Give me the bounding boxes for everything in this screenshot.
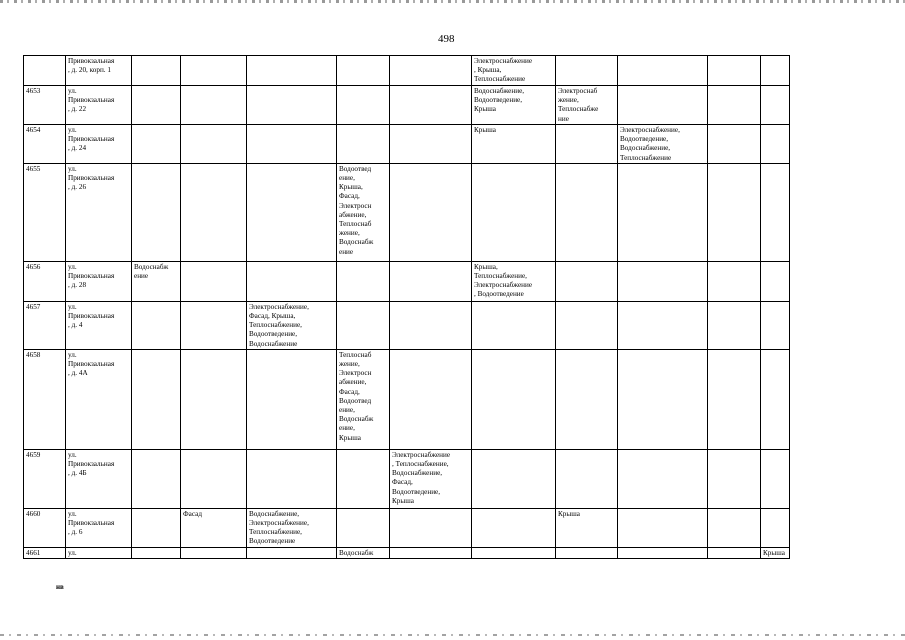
works-cell (761, 349, 790, 449)
address-cell: ул. Привокзальная , д. 4 (66, 301, 132, 349)
works-cell (761, 508, 790, 547)
works-cell (761, 86, 790, 125)
works-cell (472, 547, 556, 558)
scan-top-edge (0, 0, 905, 3)
works-cell (556, 349, 618, 449)
works-cell (181, 86, 247, 125)
works-cell (556, 163, 618, 261)
works-cell (618, 508, 708, 547)
works-cell (618, 56, 708, 86)
table-row (24, 163, 790, 261)
table-body (24, 56, 790, 559)
footnote: нв (56, 583, 64, 591)
table-row (24, 261, 790, 301)
table-row (24, 508, 790, 547)
works-cell (708, 125, 761, 164)
works-cell (132, 163, 181, 261)
table-row (24, 86, 790, 125)
works-cell (337, 508, 390, 547)
works-cell (708, 449, 761, 508)
works-cell: Электроснабжение, Фасад, Крыша, Теплоснабжение, Водоотведение, Водоснабжение (247, 301, 337, 349)
works-cell: Электроснабжение, Водоотведение, Водоснабжение, Теплоснабжение (618, 125, 708, 164)
works-cell (708, 301, 761, 349)
schedule-table (23, 55, 790, 559)
row-number-cell (24, 56, 66, 86)
works-cell (337, 261, 390, 301)
works-cell (390, 301, 472, 349)
works-cell: Водоснабж (337, 547, 390, 558)
address-cell: ул. Привокзальная , д. 6 (66, 508, 132, 547)
works-cell: Электроснабжение , Теплоснабжение, Водоснабжение, Фасад, Водоотведение, Крыша (390, 449, 472, 508)
works-cell (390, 508, 472, 547)
works-cell (708, 261, 761, 301)
works-cell: Водоснабжение, Электроснабжение, Теплоснабжение, Водоотведение (247, 508, 337, 547)
row-number-cell: 4654 (24, 125, 66, 164)
works-cell (247, 86, 337, 125)
works-cell (708, 163, 761, 261)
works-cell (472, 163, 556, 261)
works-cell: Электроснаб жение, Теплоснабже ние (556, 86, 618, 125)
works-cell (181, 547, 247, 558)
schedule-table-wrapper (23, 55, 790, 559)
works-cell (556, 56, 618, 86)
works-cell: Электроснабжение , Крыша, Теплоснабжение (472, 56, 556, 86)
row-number-cell: 4660 (24, 508, 66, 547)
table-row (24, 449, 790, 508)
works-cell (181, 125, 247, 164)
works-cell (556, 125, 618, 164)
works-cell: Крыша, Теплоснабжение, Электроснабжение , Водоотведение (472, 261, 556, 301)
works-cell (390, 261, 472, 301)
works-cell: Водоснабжение, Водоотведение, Крыша (472, 86, 556, 125)
works-cell: Крыша (556, 508, 618, 547)
works-cell (472, 349, 556, 449)
works-cell: Крыша (761, 547, 790, 558)
works-cell (618, 163, 708, 261)
row-number-cell: 4658 (24, 349, 66, 449)
works-cell (761, 163, 790, 261)
works-cell (337, 301, 390, 349)
works-cell (618, 301, 708, 349)
works-cell (708, 56, 761, 86)
works-cell (390, 163, 472, 261)
row-number-cell: 4653 (24, 86, 66, 125)
works-cell (247, 349, 337, 449)
works-cell (337, 86, 390, 125)
works-cell (556, 261, 618, 301)
works-cell (761, 56, 790, 86)
table-row (24, 349, 790, 449)
works-cell: Водоотвед ение, Крыша, Фасад, Электросн абжение, Теплоснаб жение, Водоснабж ение (337, 163, 390, 261)
scan-bottom-edge (0, 634, 905, 636)
table-row (24, 56, 790, 86)
works-cell (472, 508, 556, 547)
works-cell (472, 301, 556, 349)
works-cell (181, 56, 247, 86)
address-cell: ул. Привокзальная , д. 4Б (66, 449, 132, 508)
address-cell: ул. Привокзальная , д. 4А (66, 349, 132, 449)
row-number-cell: 4655 (24, 163, 66, 261)
works-cell (390, 547, 472, 558)
works-cell (247, 125, 337, 164)
works-cell (390, 125, 472, 164)
row-number-cell: 4659 (24, 449, 66, 508)
works-cell: Водоснабж ение (132, 261, 181, 301)
works-cell (132, 125, 181, 164)
works-cell (708, 349, 761, 449)
works-cell (618, 449, 708, 508)
works-cell (556, 449, 618, 508)
row-number-cell: 4661 (24, 547, 66, 558)
works-cell (472, 449, 556, 508)
works-cell (761, 261, 790, 301)
works-cell (618, 86, 708, 125)
works-cell (181, 449, 247, 508)
works-cell (761, 449, 790, 508)
works-cell (708, 508, 761, 547)
works-cell: Крыша (472, 125, 556, 164)
works-cell: Фасад (181, 508, 247, 547)
works-cell (618, 547, 708, 558)
works-cell (132, 86, 181, 125)
works-cell (132, 547, 181, 558)
address-cell: ул. Привокзальная , д. 28 (66, 261, 132, 301)
works-cell (181, 261, 247, 301)
works-cell (337, 56, 390, 86)
works-cell (337, 449, 390, 508)
works-cell (337, 125, 390, 164)
works-cell (247, 163, 337, 261)
works-cell (390, 56, 472, 86)
address-cell: ул. Привокзальная , д. 24 (66, 125, 132, 164)
works-cell (132, 56, 181, 86)
works-cell (708, 547, 761, 558)
works-cell (761, 125, 790, 164)
row-number-cell: 4656 (24, 261, 66, 301)
works-cell (390, 349, 472, 449)
address-cell: Привокзальная , д. 20, корп. 1 (66, 56, 132, 86)
works-cell (761, 301, 790, 349)
address-cell: ул. (66, 547, 132, 558)
table-row (24, 125, 790, 164)
works-cell (247, 56, 337, 86)
works-cell: Теплоснаб жение, Электросн абжение, Фасад, Водоотвед ение, Водоснабж ение, Крыша (337, 349, 390, 449)
works-cell (181, 349, 247, 449)
works-cell (247, 547, 337, 558)
works-cell (556, 547, 618, 558)
works-cell (618, 261, 708, 301)
row-number-cell: 4657 (24, 301, 66, 349)
works-cell (132, 349, 181, 449)
works-cell (708, 86, 761, 125)
works-cell (132, 508, 181, 547)
page-number: 498 (438, 33, 455, 45)
address-cell: ул. Привокзальная , д. 26 (66, 163, 132, 261)
works-cell (181, 301, 247, 349)
works-cell (390, 86, 472, 125)
works-cell (247, 261, 337, 301)
works-cell (181, 163, 247, 261)
table-row (24, 547, 790, 558)
works-cell (132, 301, 181, 349)
table-row (24, 301, 790, 349)
works-cell (556, 301, 618, 349)
works-cell (618, 349, 708, 449)
address-cell: ул. Привокзальная , д. 22 (66, 86, 132, 125)
works-cell (132, 449, 181, 508)
works-cell (247, 449, 337, 508)
